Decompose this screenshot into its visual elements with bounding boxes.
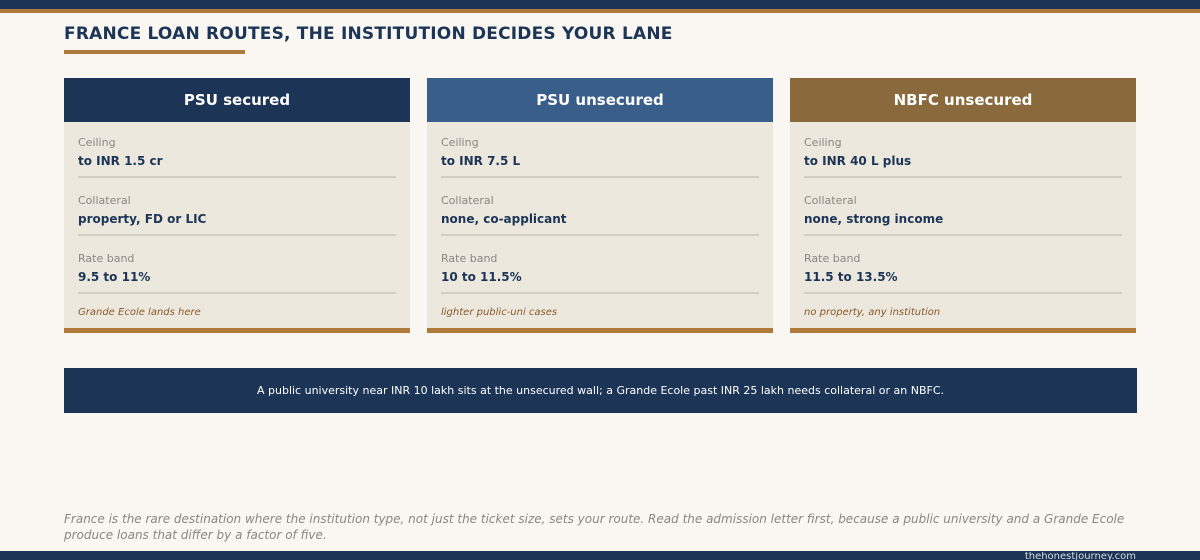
field-value: to INR 40 L plus xyxy=(804,154,912,168)
card-note: Grande Ecole lands here xyxy=(78,307,201,318)
field-label: Rate band xyxy=(804,252,861,265)
summary-banner xyxy=(64,368,1137,413)
field-collateral xyxy=(804,194,1122,236)
top-accent-stripe xyxy=(0,9,1200,13)
title-underline xyxy=(64,50,245,54)
field-ceiling xyxy=(804,136,1122,178)
field-value: none, co-applicant xyxy=(441,212,567,226)
field-ceiling xyxy=(441,136,759,178)
field-value: 10 to 11.5% xyxy=(441,270,522,284)
card-psu-unsecured xyxy=(427,78,773,333)
field-value: to INR 1.5 cr xyxy=(78,154,163,168)
field-label: Collateral xyxy=(804,194,857,207)
field-rate-band xyxy=(78,252,396,294)
card-note: no property, any institution xyxy=(804,307,941,318)
top-bar xyxy=(0,0,1200,9)
footnote: France is the rare destination where the institution type, not just the ticket size, sets your route. Read the admission letter first, because a public university and a Grande Ecole produce loans that differ by a factor of five. xyxy=(64,512,1125,542)
field-rate-band xyxy=(804,252,1122,294)
field-value: none, strong income xyxy=(804,212,944,226)
card-psu-secured xyxy=(64,78,410,333)
field-collateral xyxy=(441,194,759,236)
field-value: to INR 7.5 L xyxy=(441,154,521,168)
field-ceiling xyxy=(78,136,396,178)
summary-banner-text: A public university near INR 10 lakh sits at the unsecured wall; a Grande Ecole past INR 25 lakh needs collateral or an NBFC. xyxy=(256,384,944,397)
card-note: lighter public-uni cases xyxy=(441,307,558,318)
field-collateral xyxy=(78,194,396,236)
card-header: PSU secured xyxy=(64,78,410,122)
field-label: Rate band xyxy=(78,252,135,265)
field-label: Ceiling xyxy=(78,136,116,149)
field-value: 9.5 to 11% xyxy=(78,270,151,284)
card-header: PSU unsecured xyxy=(427,78,773,122)
card-header: NBFC unsecured xyxy=(790,78,1136,122)
bottom-bar xyxy=(0,551,1200,560)
field-label: Collateral xyxy=(78,194,131,207)
field-label: Ceiling xyxy=(441,136,479,149)
field-value: 11.5 to 13.5% xyxy=(804,270,898,284)
field-label: Rate band xyxy=(441,252,498,265)
field-label: Collateral xyxy=(441,194,494,207)
field-label: Ceiling xyxy=(804,136,842,149)
page-title: FRANCE LOAN ROUTES, THE INSTITUTION DECIDES YOUR LANE xyxy=(64,24,673,44)
field-rate-band xyxy=(441,252,759,294)
card-nbfc-unsecured xyxy=(790,78,1136,333)
site-url: thehonestjourney.com xyxy=(1024,552,1136,560)
field-value: property, FD or LIC xyxy=(78,212,207,226)
